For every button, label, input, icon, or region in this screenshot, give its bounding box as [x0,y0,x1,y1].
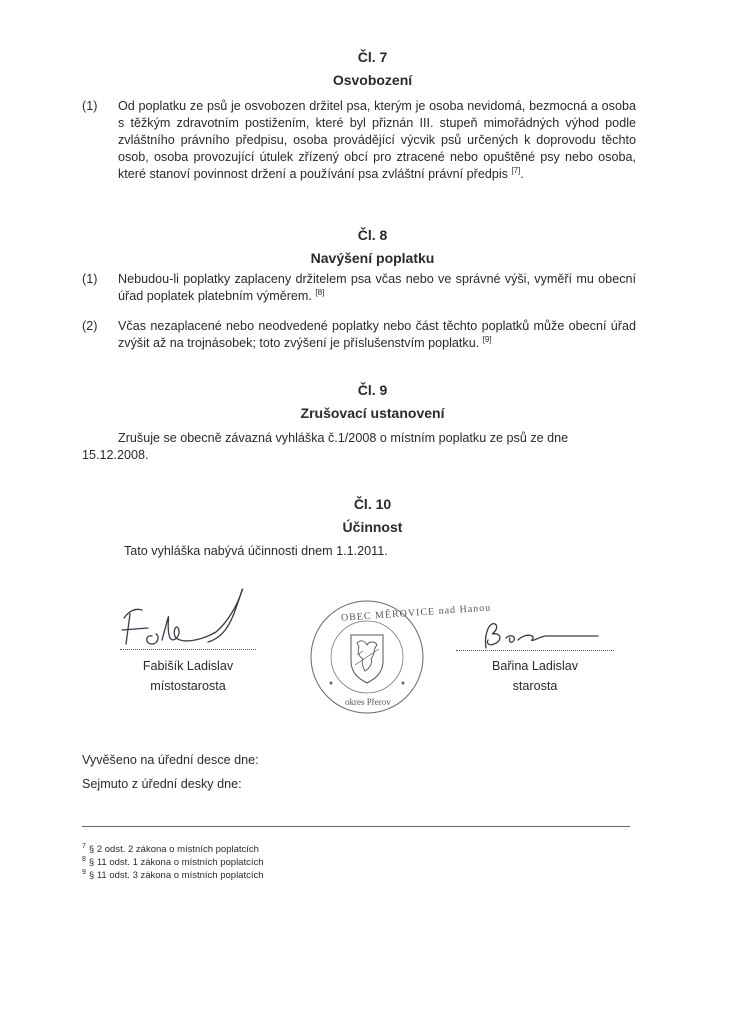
footnote-mark: 8 [82,855,86,863]
signer-right-name: Bařina Ladislav [491,659,579,673]
article-8-title: Čl. 8 [357,227,388,243]
article-7-paragraph-1 [82,98,636,183]
article-8-subtitle: Navýšení poplatku [310,250,435,266]
footnote-mark: 7 [82,842,86,850]
article-10-heading [0,495,745,536]
article-8-paragraph-1 [82,271,636,305]
paragraph-number: (1) [82,99,98,113]
signer-right-role: starosta [512,679,558,693]
article-10-title: Čl. 10 [353,496,392,512]
paragraph-tail: . [520,167,524,181]
paragraph-number: (1) [82,272,98,286]
municipal-stamp [307,597,492,717]
footnote-7 [82,844,259,855]
signature-left-scribble [112,588,252,658]
signature-right-scribble [478,618,618,658]
footnote-text: § 11 odst. 1 zákona o místních poplatcích [88,857,264,868]
article-8-heading [0,226,745,267]
article-8-paragraph-2 [82,318,636,352]
article-10-subtitle: Účinnost [342,519,403,535]
paragraph-text: Včas nezaplacené nebo neodvedené poplatky nebo část těchto poplatků může obecní úřad zvýšit až na trojnásobek; toto zvýšení je příslušenstvím poplatku. [118,319,636,350]
removed-notice: Sejmuto z úřední desky dne: [82,777,242,791]
signature-left-block [120,656,256,696]
footnote-separator [82,826,630,827]
article-7-heading [0,48,745,89]
footnote-9 [82,870,264,881]
paragraph-text: Nebudou-li poplatky zaplaceny držitelem psa včas nebo ve správné výši, vyměří mu obecní úřad poplatek platebním výměrem. [118,272,636,303]
article-7-title: Čl. 7 [357,49,388,65]
signature-right-block [456,656,614,696]
footnote-ref-8[interactable]: [8] [315,287,325,297]
article-9-body-line-1: Zrušuje se obecně závazná vyhláška č.1/2008 o místním poplatku ze psů ze dne [118,431,569,445]
article-7-subtitle: Osvobození [332,72,413,88]
article-10-body: Tato vyhláška nabývá účinnosti dnem 1.1.2011. [124,544,388,558]
paragraph-text: Od poplatku ze psů je osvobozen držitel psa, kterým je osoba nevidomá, bezmocná a osoba s těžkým zdravotním postižením, které byl přiznán III. stupeň mimořádných výhod podle zvláštního právního předpisu, osoba provádějící výcvik psů určených k doprovodu těchto osob, osoba provozující útulek zřízený obcí pro ztracené nebo opuštěné psy nebo osoba, které stanoví povinnost držení a používání psa zvláštní právní předpis [118,99,636,181]
footnote-text: § 11 odst. 3 zákona o místních poplatcích [88,870,264,881]
posted-notice: Vyvěšeno na úřední desce dne: [82,753,259,767]
article-9-subtitle: Zrušovací ustanovení [300,405,445,421]
footnote-ref-9[interactable]: [9] [482,334,492,344]
signer-left-role: místostarosta [150,679,226,693]
paragraph-number: (2) [82,319,98,333]
signature-line-right [456,650,614,651]
article-9-heading [0,381,745,422]
stamp-outer-text: OBEC MĚROVICE nad Hanou [340,602,492,624]
signature-line-left [120,649,256,650]
article-9-title: Čl. 9 [357,382,388,398]
footnote-ref-7[interactable]: [7] [511,165,521,175]
footnote-mark: 9 [82,868,86,876]
stamp-bottom-text: okres Přerov [345,697,391,707]
footnote-text: § 2 odst. 2 zákona o místních poplatcích [88,844,259,855]
signer-left-name: Fabišík Ladislav [142,659,234,673]
article-9-body-line-2: 15.12.2008. [82,448,149,462]
footnote-8 [82,857,264,868]
